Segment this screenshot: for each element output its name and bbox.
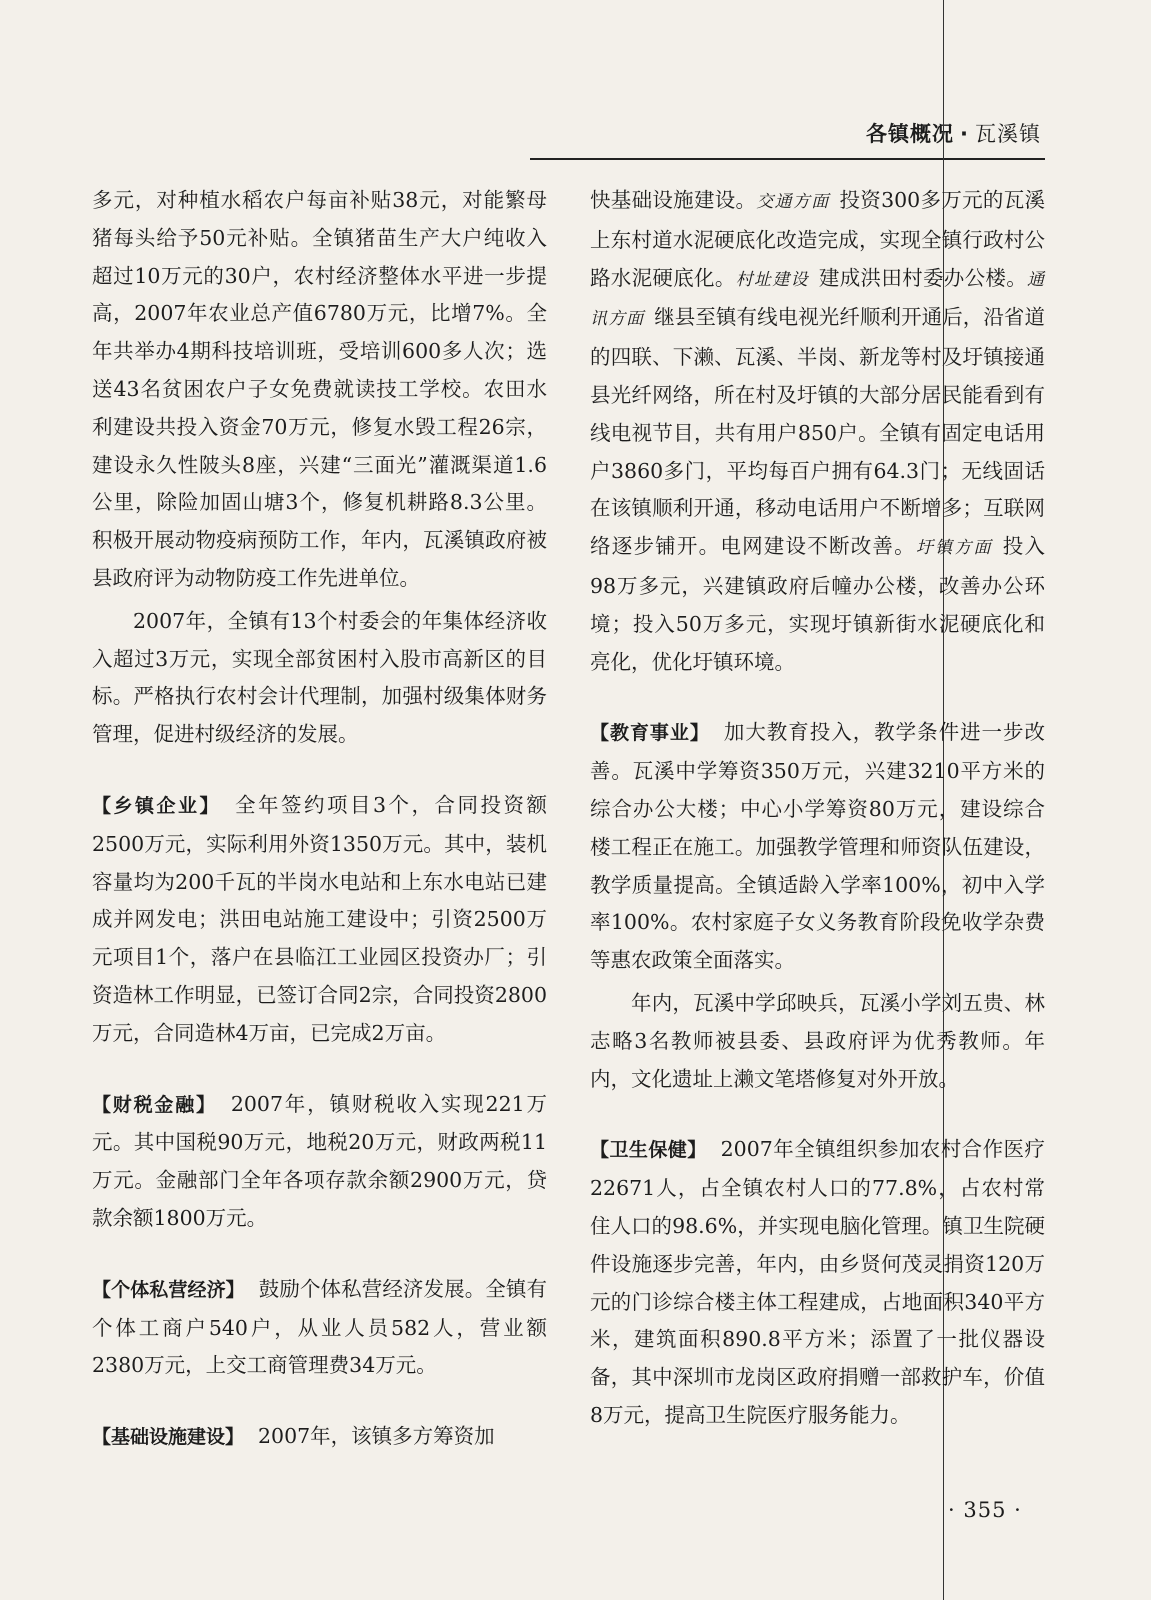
header-town: 瓦溪镇 [975, 122, 1041, 146]
keyword-town: 圩镇方面 [915, 538, 993, 559]
collective-economy-paragraph: 2007年，全镇有13个村委会的年集体经济收入超过3万元，实现全部贫困村入股市高新区的目标。严格执行农村会计代理制，加强村级集体财务管理，促进村级经济的发展。 [92, 608, 547, 747]
left-column [92, 182, 547, 1457]
infrastructure-title: 【基础设施建设】 [92, 1426, 245, 1449]
education-paragraph-2: 年内，瓦溪中学邱映兵，瓦溪小学刘五贵、林志略3名教师被县委、县政府评为优秀教师。年内，文化遗址上濑文笔塔修复对外开放。 [590, 990, 1045, 1091]
infrastructure-section [92, 1418, 547, 1457]
keyword-transport: 交通方面 [756, 192, 830, 212]
telecom-text: 继县至镇有线电视光纤顺利开通后，沿省道的四联、下濑、瓦溪、半岗、新龙等村及圩镇接通县光纤网络，所在村及圩镇的大部分居民能看到有线电视节目，共有用户850户。全镇有固定电话用户3860多门，平均每百户拥有64.3门；无线固话在该镇顺利开通，移动电话用户不断增多；互联网络逐步铺开。电网建设不断改善。 [590, 305, 1046, 559]
health-text: 2007年全镇组织参加农村合作医疗22671人，占全镇农村人口的77.8%，占农村常住人口的98.6%，并实现电脑化管理。镇卫生院硬件设施逐步完善，年内，由乡贤何茂灵捐资120万元的门诊综合楼主体工程建成，占地面积340平方米，建筑面积890.8平方米；添置了一批仪器设备，其中深圳市龙岗区政府捐赠一部救护车，价值8万元，提高卫生院医疗服务能力。 [590, 1137, 1045, 1427]
finance-text: 2007年，镇财税收入实现221万元。其中国税90万元，地税20万元，财政两税11万元。金融部门全年各项存款余额2900万元，贷款余额1800万元。 [92, 1091, 547, 1230]
running-header [866, 118, 1041, 148]
enterprise-section [92, 787, 547, 1053]
education-section [590, 714, 1045, 980]
keyword-village: 村址建设 [735, 269, 809, 290]
agri-paragraph: 多元，对种植水稻农户每亩补贴38元，对能繁母猪每头给予50元补贴。全镇猪苗生产大户纯收入超过10万元的30户，农村经济整体水平进一步提高，2007年农业总产值6780万元，比增7%。全年共举办4期科技培训班，受培训600多人次；选送43名贫困农户子女免费就读技工学校。农田水利建设共投入资金70万元，修复水毁工程26宗，建设永久性陂头8座，兴建“三面光”灌溉渠道1.6公里，除险加固山塘3个，修复机耕路8.3公里。积极开展动物疫病预防工作，年内，瓦溪镇政府被县政府评为动物防疫工作先进单位。 [92, 188, 547, 590]
finance-section [92, 1086, 547, 1238]
right-column [590, 182, 1045, 1435]
header-section: 各镇概况 [866, 122, 955, 146]
education-title: 【教育事业】 [590, 722, 710, 745]
village-text: 建成洪田村委办公楼。 [818, 265, 1028, 290]
transport-text: 投资300多万元的瓦溪上东村道水泥硬底化改造完成，实现全镇行政村公路水泥硬底化。 [590, 188, 1045, 290]
header-separator: · [960, 122, 969, 146]
health-title: 【卫生保健】 [590, 1139, 707, 1162]
town-text: 投入98万多元，兴建镇政府后幢办公楼，改善办公环境；投入50万多元，实现圩镇新街水泥硬底化和亮化，优化圩镇环境。 [590, 534, 1046, 674]
education-text: 加大教育投入，教学条件进一步改善。瓦溪中学筹资350万元，兴建3210平方米的综合办公大楼；中心小学筹资80万元，建设综合楼工程正在施工。加强教学管理和师资队伍建设，教学质量提高。全镇适龄入学率100%，初中入学率100%。农村家庭子女义务教育阶段免收学杂费等惠农政策全面落实。 [590, 720, 1045, 973]
private-economy-text: 鼓励个体私营经济发展。全镇有个体工商户540户，从业人员582人，营业额2380万元，上交工商管理费34万元。 [92, 1276, 547, 1378]
page-number: · 355 · [948, 1498, 1022, 1522]
health-section [590, 1131, 1045, 1434]
infrastructure-continued [590, 182, 1045, 681]
header-rule [530, 158, 1045, 160]
infra-lead: 快基础设施建设。 [590, 188, 757, 212]
private-economy-section [92, 1271, 547, 1385]
enterprise-text: 全年签约项目3个，合同投资额2500万元，实际利用外资1350万元。其中，装机容量均为200千瓦的半岗水电站和上东水电站已建成并网发电；洪田电站施工建设中；引资2500万元项目1个，落户在县临江工业园区投资办厂；引资造林工作明显，已签订合同2宗，合同投资2800万元，合同造林4万亩，已完成2万亩。 [92, 792, 547, 1045]
infrastructure-text: 2007年，该镇多方筹资加 [258, 1424, 495, 1449]
private-economy-title: 【个体私营经济】 [92, 1278, 245, 1301]
enterprise-title: 【乡镇企业】 [92, 794, 221, 817]
finance-title: 【财税金融】 [92, 1093, 217, 1116]
keyword-telecom: 通讯方面 [590, 269, 1046, 330]
